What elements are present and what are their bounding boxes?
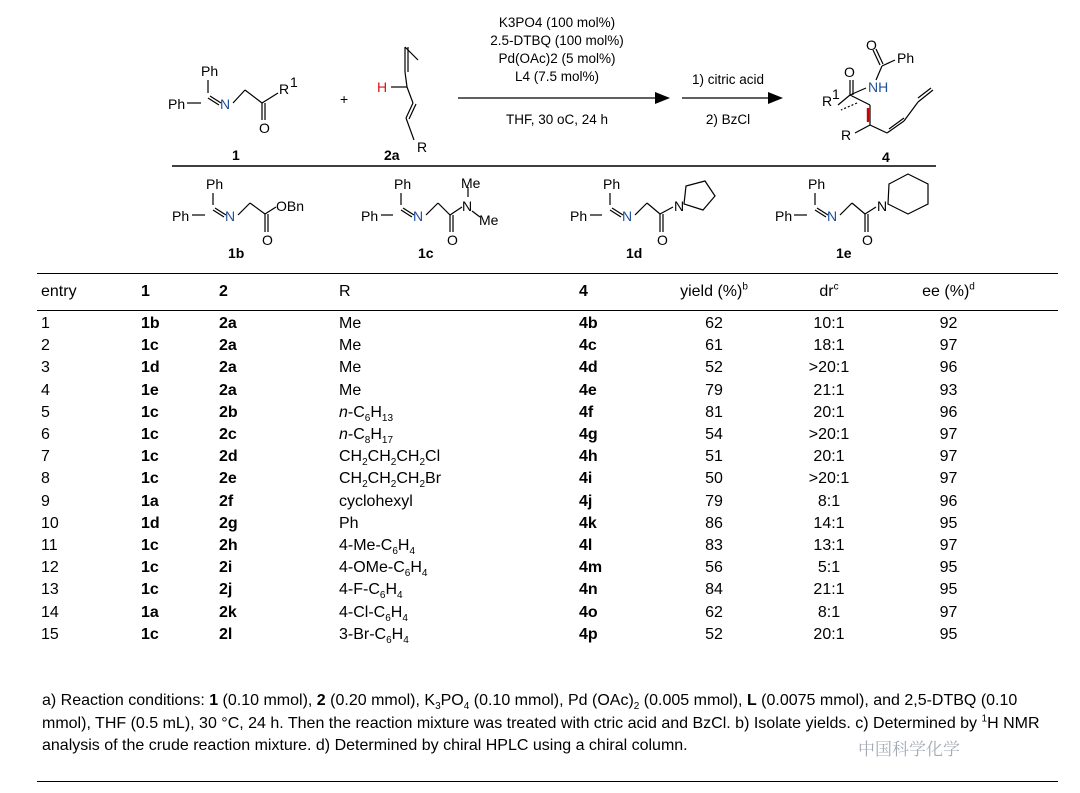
cell-dr: >20:1 (808, 470, 850, 488)
cell-yield: 62 (705, 603, 723, 621)
cell-r: Me (339, 359, 362, 377)
cell-product: 4h (579, 448, 598, 466)
cell-yield: 83 (705, 537, 723, 555)
table-row (37, 624, 1058, 646)
watermark: 中国科学化学 (856, 735, 962, 760)
table-row (37, 468, 1058, 490)
compound-label-1e: 1e (836, 245, 852, 261)
cell-entry: 11 (41, 537, 58, 555)
cell-ee: 96 (939, 492, 958, 510)
cell-diene: 2b (219, 403, 238, 421)
cell-diene: 2e (219, 470, 237, 488)
header-ee-label: ee (%) (922, 283, 970, 300)
atom-ph: Ph (172, 208, 190, 224)
cell-yield: 52 (705, 625, 723, 643)
header-dr (769, 274, 889, 311)
atom-ph: Ph (361, 208, 379, 224)
table-row (37, 513, 1058, 535)
header-dr-label: dr (819, 283, 834, 300)
cell-entry: 4 (41, 381, 50, 399)
atom-r1-sup: 1 (832, 86, 840, 102)
cell-diene: 2l (219, 625, 233, 643)
condition-line: K3PO4 (100 mol%) (498, 15, 616, 30)
cell-yield: 81 (705, 403, 723, 421)
table-body (37, 311, 1058, 647)
cell-diene: 2h (219, 537, 238, 555)
cell-ee: 97 (939, 603, 958, 621)
atom-ph: Ph (570, 208, 588, 224)
table-row (37, 579, 1058, 601)
cell-diene: 2k (219, 603, 237, 621)
atom-me: Me (461, 175, 481, 191)
atom-nh: NH (868, 79, 889, 95)
condition-line: L4 (7.5 mol%) (514, 69, 600, 84)
cell-dr: 20:1 (813, 448, 845, 466)
plus-sign: + (340, 91, 349, 107)
cell-r: $4-Cl-C_6H_4$ (339, 603, 408, 624)
cell-yield: 79 (705, 492, 723, 510)
cell-dr: 8:1 (817, 603, 841, 621)
cell-ee: 95 (939, 514, 958, 532)
atom-n: N (462, 198, 473, 214)
cell-yield: 79 (705, 381, 723, 399)
cell-product: 4o (579, 603, 598, 621)
atom-obn: OBn (276, 198, 305, 214)
atom-o: O (259, 120, 270, 136)
cell-yield: 56 (705, 559, 723, 577)
cell-product: 4p (579, 625, 598, 643)
cell-product: 4e (579, 381, 597, 399)
cell-ee: 97 (939, 337, 958, 355)
header-yield-footnote: b (742, 281, 748, 293)
atom-ph: Ph (206, 176, 224, 192)
atom-ph: Ph (394, 176, 412, 192)
cell-entry: 8 (41, 470, 50, 488)
cell-entry: 9 (41, 492, 50, 510)
table-row (37, 311, 1058, 336)
cell-r: $CH_2CH_2CH_2Br$ (339, 470, 442, 491)
table-row (37, 357, 1058, 379)
cell-entry: 14 (41, 603, 59, 621)
cell-ee: 95 (939, 559, 958, 577)
cell-dr: 8:1 (817, 492, 841, 510)
cell-substrate: 1c (141, 470, 159, 488)
atom-o: O (657, 232, 668, 248)
cell-dr: >20:1 (808, 426, 850, 444)
cell-product: 4d (579, 359, 598, 377)
table-row (37, 402, 1058, 424)
cell-ee: 96 (939, 359, 958, 377)
cell-entry: 5 (41, 403, 50, 421)
cell-r: $n-C_6H_{13}$ (339, 403, 394, 424)
cell-diene: 2a (219, 337, 237, 355)
results-table (37, 273, 1058, 646)
cell-dr: >20:1 (808, 359, 850, 377)
cell-diene: 2a (219, 359, 237, 377)
cell-diene: 2c (219, 426, 237, 444)
cell-substrate: 1d (141, 359, 160, 377)
cell-ee: 97 (939, 426, 958, 444)
cell-dr: 5:1 (817, 559, 841, 577)
cell-dr: 18:1 (813, 337, 845, 355)
cell-entry: 6 (41, 426, 50, 444)
cell-yield: 84 (705, 581, 723, 599)
cell-product: 4c (579, 337, 597, 355)
cell-product: 4l (579, 537, 593, 555)
cell-substrate: 1c (141, 448, 159, 466)
atom-h: H (377, 79, 388, 95)
atom-ph: Ph (603, 176, 621, 192)
atom-o: O (262, 232, 273, 248)
table-row (37, 535, 1058, 557)
header-dr-footnote: c (833, 281, 839, 293)
table-header-row (37, 274, 1058, 311)
table-row (37, 446, 1058, 468)
bottom-rule (37, 781, 1058, 782)
condition-line: Pd(OAc)2 (5 mol%) (498, 51, 616, 66)
compound-label-1c: 1c (418, 245, 434, 261)
cell-r: Ph (339, 514, 359, 532)
cell-yield: 61 (705, 337, 723, 355)
atom-ph: Ph (808, 176, 826, 192)
cell-product: 4j (579, 492, 593, 510)
cell-dr: 20:1 (813, 625, 845, 643)
cell-r: $4-Me-C_6H_4$ (339, 537, 416, 558)
cell-entry: 13 (41, 581, 59, 599)
cell-ee: 97 (939, 537, 958, 555)
atom-me: Me (479, 212, 499, 228)
cell-r: $CH_2CH_2CH_2Cl$ (339, 448, 441, 469)
atom-ph: Ph (168, 96, 186, 112)
header-entry: entry (37, 274, 141, 311)
reaction-scheme (0, 0, 1080, 272)
cell-product: 4m (579, 559, 603, 577)
table-row (37, 491, 1058, 513)
cell-ee: 96 (939, 403, 958, 421)
cell-substrate: 1c (141, 625, 159, 643)
cell-substrate: 1c (141, 581, 159, 599)
cell-r: cyclohexyl (339, 492, 413, 510)
compound-label-1b: 1b (228, 245, 245, 261)
cell-yield: 62 (705, 315, 723, 332)
cell-diene: 2g (219, 514, 238, 532)
cell-yield: 52 (705, 359, 723, 377)
atom-o: O (844, 64, 855, 80)
cell-substrate: 1c (141, 337, 159, 355)
cell-ee: 95 (939, 625, 958, 643)
atom-r: R (417, 139, 428, 155)
table-row (37, 557, 1058, 579)
header-ee-footnote: d (969, 281, 975, 293)
compound-label-4: 4 (882, 149, 890, 165)
cell-diene: 2d (219, 448, 238, 466)
header-yield-label: yield (%) (680, 283, 743, 300)
atom-n: N (622, 208, 633, 224)
cell-dr: 13:1 (813, 537, 845, 555)
workup-step: 2) BzCl (705, 112, 751, 127)
cell-dr: 20:1 (813, 403, 845, 421)
cell-substrate: 1e (141, 381, 159, 399)
cell-ee: 97 (939, 470, 958, 488)
cell-substrate: 1c (141, 559, 159, 577)
atom-r: R (841, 127, 852, 143)
atom-ph: Ph (775, 208, 793, 224)
header-substrate: 1 (141, 274, 219, 311)
cell-yield: 51 (705, 448, 723, 466)
cell-diene: 2i (219, 559, 233, 577)
cell-entry: 7 (41, 448, 50, 466)
footnote: a) Reaction conditions: 1 (0.10 mmol), 2 (0.20 mmol), $K_3PO_4$ (0.10 mmol), Pd $(OAc)_2$ (0.005 mmol), L (0.0075 mmol), and 2,5-DTBQ (0.10 mmol), THF (0.5 mL), 30 °C, 24 h. Then the reaction mixture was treated with ctric acid and BzCl. b) Isolate yields. c) Determined by $^1$H NMR analysis of the crude reaction mixture. d) Determined by chiral HPLC using a chiral column. (42, 692, 1040, 754)
header-r: R (339, 274, 579, 311)
cell-product: 4g (579, 426, 598, 444)
cell-product: 4k (579, 514, 597, 532)
cell-r: Me (339, 315, 362, 332)
atom-r1: R (279, 81, 290, 97)
cell-dr: 10:1 (813, 315, 845, 332)
atom-r1-sup: 1 (290, 74, 298, 90)
atom-n: N (220, 96, 231, 112)
atom-o: O (862, 232, 873, 248)
cell-entry: 2 (41, 337, 50, 355)
cell-substrate: 1c (141, 426, 159, 444)
atom-n: N (225, 208, 236, 224)
cell-substrate: 1a (141, 492, 159, 510)
header-diene: 2 (219, 274, 339, 311)
table-row (37, 335, 1058, 357)
compound-label-2a: 2a (384, 147, 400, 163)
atom-ph: Ph (897, 50, 915, 66)
atom-n: N (877, 198, 888, 214)
table-row (37, 602, 1058, 624)
cell-entry: 1 (41, 315, 50, 332)
workup-step: 1) citric acid (691, 72, 765, 87)
cell-substrate: 1c (141, 403, 159, 421)
cell-yield: 54 (705, 426, 723, 444)
cell-product: 4n (579, 581, 598, 599)
cell-yield: 86 (705, 514, 723, 532)
atom-r1: R (822, 93, 833, 109)
cell-diene: 2a (219, 381, 237, 399)
cell-entry: 15 (41, 625, 59, 643)
header-product: 4 (579, 274, 659, 311)
compound-label-1: 1 (232, 147, 240, 163)
cell-ee: 92 (939, 315, 958, 332)
cell-product: 4i (579, 470, 593, 488)
cell-r: $3-Br-C_6H_4$ (339, 625, 409, 647)
cell-product: 4f (579, 403, 594, 421)
atom-n: N (413, 208, 424, 224)
cell-entry: 10 (41, 514, 59, 532)
table-row (37, 380, 1058, 402)
atom-o: O (866, 37, 877, 53)
atom-ph: Ph (201, 63, 219, 79)
cell-entry: 3 (41, 359, 50, 377)
cell-r: Me (339, 337, 362, 355)
cell-r: $4-OMe-C_6H_4$ (339, 559, 428, 580)
cell-diene: 2a (219, 315, 237, 332)
cell-dr: 14:1 (813, 514, 845, 532)
cell-dr: 21:1 (813, 381, 845, 399)
cell-r: $4-F-C_6H_4$ (339, 581, 403, 602)
condition-below: THF, 30 oC, 24 h (505, 112, 609, 127)
compound-label-1d: 1d (626, 245, 643, 261)
cell-substrate: 1b (141, 315, 160, 332)
table-row (37, 424, 1058, 446)
header-ee (889, 274, 1058, 311)
cell-ee: 95 (939, 581, 958, 599)
cell-dr: 21:1 (813, 581, 845, 599)
cell-diene: 2j (219, 581, 233, 599)
cell-ee: 93 (939, 381, 958, 399)
atom-o: O (447, 232, 458, 248)
cell-r: $n-C_8H_{17}$ (339, 426, 394, 447)
atom-n: N (674, 198, 685, 214)
cell-substrate: 1d (141, 514, 160, 532)
header-yield (659, 274, 769, 311)
atom-n: N (827, 208, 838, 224)
cell-entry: 12 (41, 559, 59, 577)
cell-yield: 50 (705, 470, 723, 488)
cell-substrate: 1c (141, 537, 159, 555)
cell-substrate: 1a (141, 603, 159, 621)
condition-line: 2.5-DTBQ (100 mol%) (490, 33, 624, 48)
cell-r: Me (339, 381, 362, 399)
cell-product: 4b (579, 315, 598, 332)
cell-ee: 97 (939, 448, 958, 466)
cell-diene: 2f (219, 492, 234, 510)
